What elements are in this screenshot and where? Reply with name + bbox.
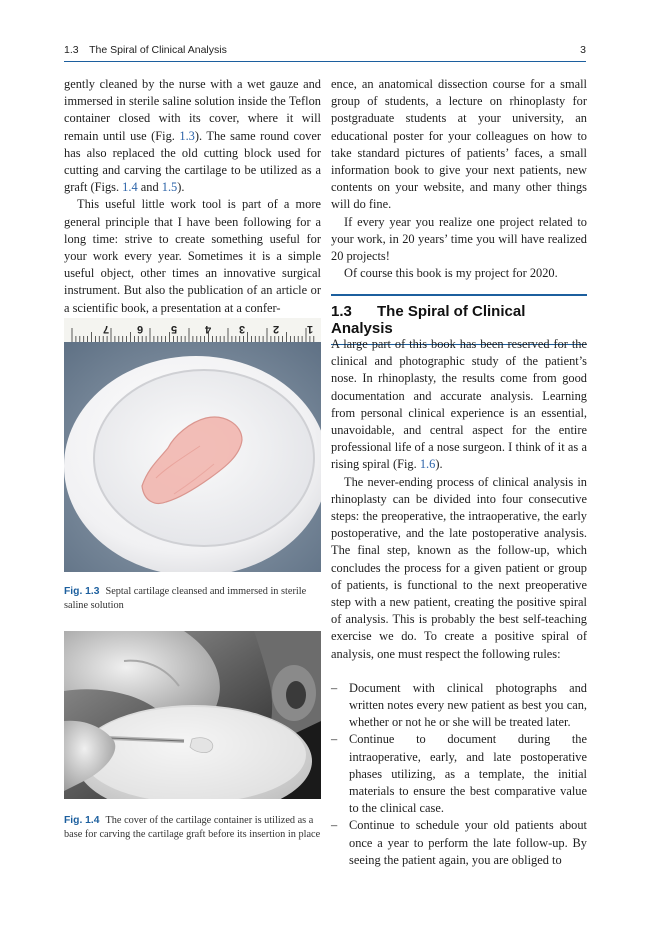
rule-item: – Document with clinical photographs and written notes every new patient as best you can, whether or not he or she will be treated later. [331, 680, 587, 732]
rule-item: – Continue to schedule your old patients about once a year to perform the late follow-up. By seeing the patient again, you are obliged to [331, 817, 587, 869]
figure-1-3-caption [64, 585, 321, 613]
fig-ref-1-6[interactable]: 1.6 [419, 457, 436, 472]
ruler-digit: 7 [102, 323, 110, 335]
header-section-title: 1.3 The Spiral of Clinical Analysis [64, 44, 227, 56]
ruler-digit: 1 [306, 323, 314, 335]
ruler-digit: 4 [204, 323, 212, 335]
section-title-text: The Spiral of Clinical Analysis [331, 303, 526, 337]
fig-ref-1-3[interactable]: 1.3 [179, 128, 195, 143]
right-paragraph-3: Of course this book is my project for 2020. [344, 266, 558, 281]
left-paragraph-1: gently cleaned by the nurse with a wet gauze and immersed in sterile saline solution inside the Teflon container closed with its cover, where it will remain until use (Fig. 1.3). The same round cover has also replaced the old cutting block used for cutting and carving the cartilage to be utilized as a graft (Figs. 1.4 and 1.5). [64, 77, 321, 195]
figure-1-4 [64, 631, 321, 842]
ruler-digit: 2 [272, 323, 280, 335]
figure-1-3-caption-text: Septal cartilage cleansed and immersed in sterile saline solution [64, 586, 307, 611]
section-paragraph-1: A large part of this book has been reserved for the clinical and photographic study of the patient’s nose. In rhinoplasty, the results come from good documentation and accurate analysis. Learning from personal clinical experience is an essential, unavoidable, and central aspect for the entire professional life of a nose surgeon. I think of it as a rising spiral (Fig. 1.6). [331, 337, 587, 472]
figure-1-3 [64, 318, 321, 613]
running-header [64, 44, 586, 60]
section-number: 1.3 [331, 303, 352, 320]
right-paragraph-1: ence, an anatomical dissection course for a small group of students, a lecture on rhinoplasty for postgraduate students at your university, an educational poster for your colleagues on how to take standard pictures of patients’ faces, a small information book to give your next patients, new contents on your website, and many other things will do fine. [331, 77, 587, 212]
figure-1-3-photo [64, 318, 321, 572]
page-number: 3 [580, 44, 586, 56]
header-rule [64, 61, 586, 62]
ruler-digit: 5 [170, 323, 178, 335]
left-column [64, 76, 321, 317]
left-paragraph-2: This useful little work tool is part of a more general principle that I have been following for a long time: strive to create something useful for your work every year. Sometimes it is a simple useful object, other times an innovative surgical instrument. But also the publication of an article or a scientific book, a presentation at a confer- [64, 197, 321, 315]
figure-1-3-label: Fig. 1.3 [64, 586, 100, 597]
figure-1-4-label: Fig. 1.4 [64, 815, 100, 826]
figure-1-4-photo [64, 631, 321, 799]
figure-1-4-caption [64, 814, 321, 842]
section-body [331, 336, 587, 869]
ruler-digit: 3 [238, 323, 246, 335]
rule-item: – Continue to document during the intraoperative, early, and late postoperative phases utilizing, as a template, the initial materials to ensure the best comparative value to the clinical case. [331, 731, 587, 817]
right-paragraph-2: If every year you realize one project related to your work, in 20 years’ time you will have realized 20 projects! [331, 214, 587, 264]
figure-1-4-caption-text: The cover of the cartilage container is utilized as a base for carving the cartilage graft before its insertion in place [64, 815, 321, 840]
fig-ref-1-5[interactable]: 1.5 [161, 180, 178, 195]
right-column-top [331, 76, 587, 282]
section-paragraph-2: The never-ending process of clinical analysis in rhinoplasty can be divided into four consecutive steps: the preoperative, the intraoperative, the early postoperative, and the late postoperative analysis. The final step, known as the follow-up, which concludes the process for a given patient or group of patients, is functional to the next preoperative step with a new patient, creating the positive spiral of analysis. This is probably the best self-teaching exercise we do. To create a positive spiral of analysis, one must respect the following rules: [331, 474, 587, 661]
rules-list [331, 680, 587, 869]
fig-ref-1-4[interactable]: 1.4 [122, 180, 138, 195]
ruler-digit: 6 [136, 323, 144, 335]
